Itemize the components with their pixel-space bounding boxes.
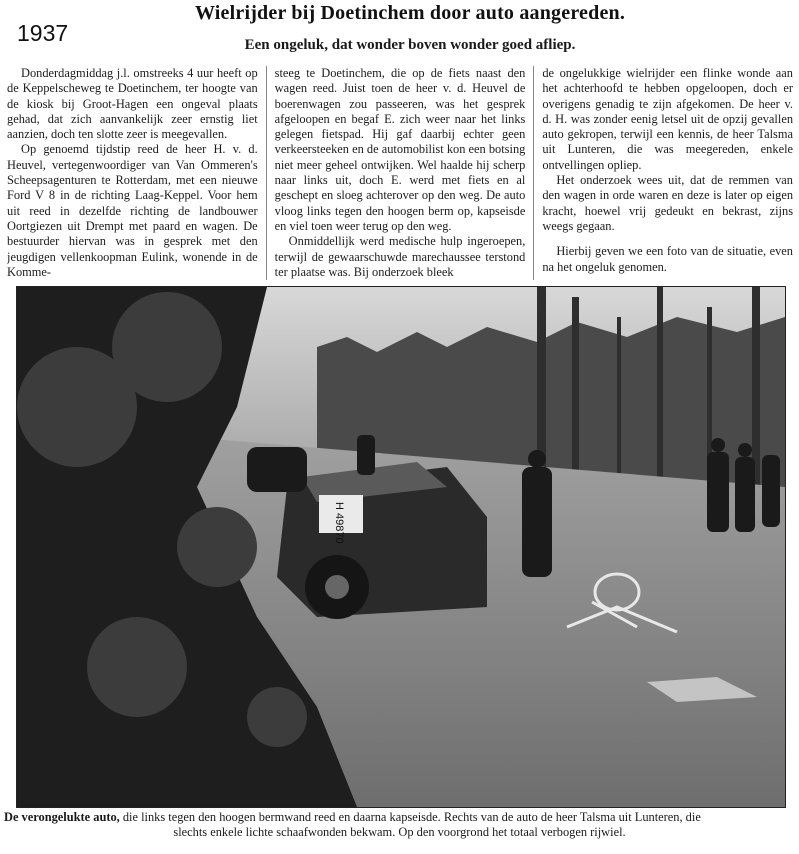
overturned-car <box>277 462 487 619</box>
caption-line-1: die links tegen den hoogen bermwand reed en daarna kapseisde. Rechts van de auto de heer Talsma uit Lunteren, die <box>119 810 701 824</box>
paragraph: de ongelukkige wielrijder een flinke wonde aan het achterhoofd te hebben opgeloopen, doch er overigens genadig te zijn afgekomen. De heer v. d. H. was zonder eenig letsel uit de opzij gevallen auto gekropen, terwijl een kennis, de heer Talsma uit Lunteren, die was meegereden, enkele ontvellingen opliep. <box>542 66 794 172</box>
paragraph: steeg te Doetinchem, die op de fiets naast den wagen reed. Juist toen de heer v. d. Heuvel de boerenwagen zou passeeren, was het gesprek afgeloopen en begaf E. zich weer naar het links gelegen fietspad. Hij gaf daarbij echter geen verkeersteeken en de automobilist kon een botsing niet meer geheel ontwijken. Wel haalde hij scherp naar links uit, doch E. werd met fiets en al geschept en sloeg achterover op den weg. De auto vloog links tegen den hoogen berm op, kapseisde en viel toen weer terug op den weg. <box>274 66 526 233</box>
accident-photo-illustration <box>17 287 785 807</box>
article-columns <box>7 66 793 280</box>
paragraph: Op genoemd tijdstip reed de heer H. v. d. Heuvel, vertegenwoordiger van Van Ommeren's Scheepsagenturen te Rotterdam, met een nieuwe Ford V 8 in de richting Laag-Keppel. Voor hem uit reed in dezelfde richting de landbouwer Oortgiezen uit Drempt met paard en wagen. De bestuurder hiervan was in gesprek met den jeugdigen vellenkoopman Eulink, wonende in de Komme- <box>7 142 258 279</box>
article-subheadline: Een ongeluk, dat wonder boven wonder goed afliep. <box>244 37 576 53</box>
accident-photo <box>16 286 786 808</box>
column-divider <box>533 66 534 280</box>
paragraph: Het onderzoek wees uit, dat de remmen van den wagen in orde waren en deze is later op eigen kracht, hoewel vrij gedeukt en bekrast, zijns weegs gegaan. <box>542 173 794 233</box>
article-column-2 <box>275 66 526 280</box>
article-column-3 <box>542 66 793 280</box>
column-divider <box>266 66 267 280</box>
photo-caption <box>4 810 795 840</box>
paragraph: Donderdagmiddag j.l. omstreeks 4 uur heeft op de Keppelscheweg te Doetinchem, ter hoogte van de kiosk bij Groot-Hagen een ongeval plaats gehad, dat zich aanvankelijk zeer ernstig liet aanzien, doch ten slotte zeer is meegevallen. <box>7 66 258 142</box>
paragraph: Hierbij geven we een foto van de situatie, even na het ongeluk genomen. <box>542 244 794 274</box>
caption-line-2: slechts enkele lichte schaafwonden bekwam. Op den voorgrond het totaal verbogen rijwiel. <box>173 825 626 839</box>
year-label: 1937 <box>17 20 69 46</box>
article-column-1 <box>7 66 258 280</box>
paragraph: Onmiddellijk werd medische hulp ingeroepen, terwijl de gewaarschuwde marechaussee terstond ter plaatse was. Bij onderzoek bleek <box>274 234 526 279</box>
license-plate: H 49870 <box>333 502 345 544</box>
article-headline: Wielrijder bij Doetinchem door auto aangereden. <box>194 2 626 24</box>
caption-lead: De verongelukte auto, <box>4 810 120 824</box>
